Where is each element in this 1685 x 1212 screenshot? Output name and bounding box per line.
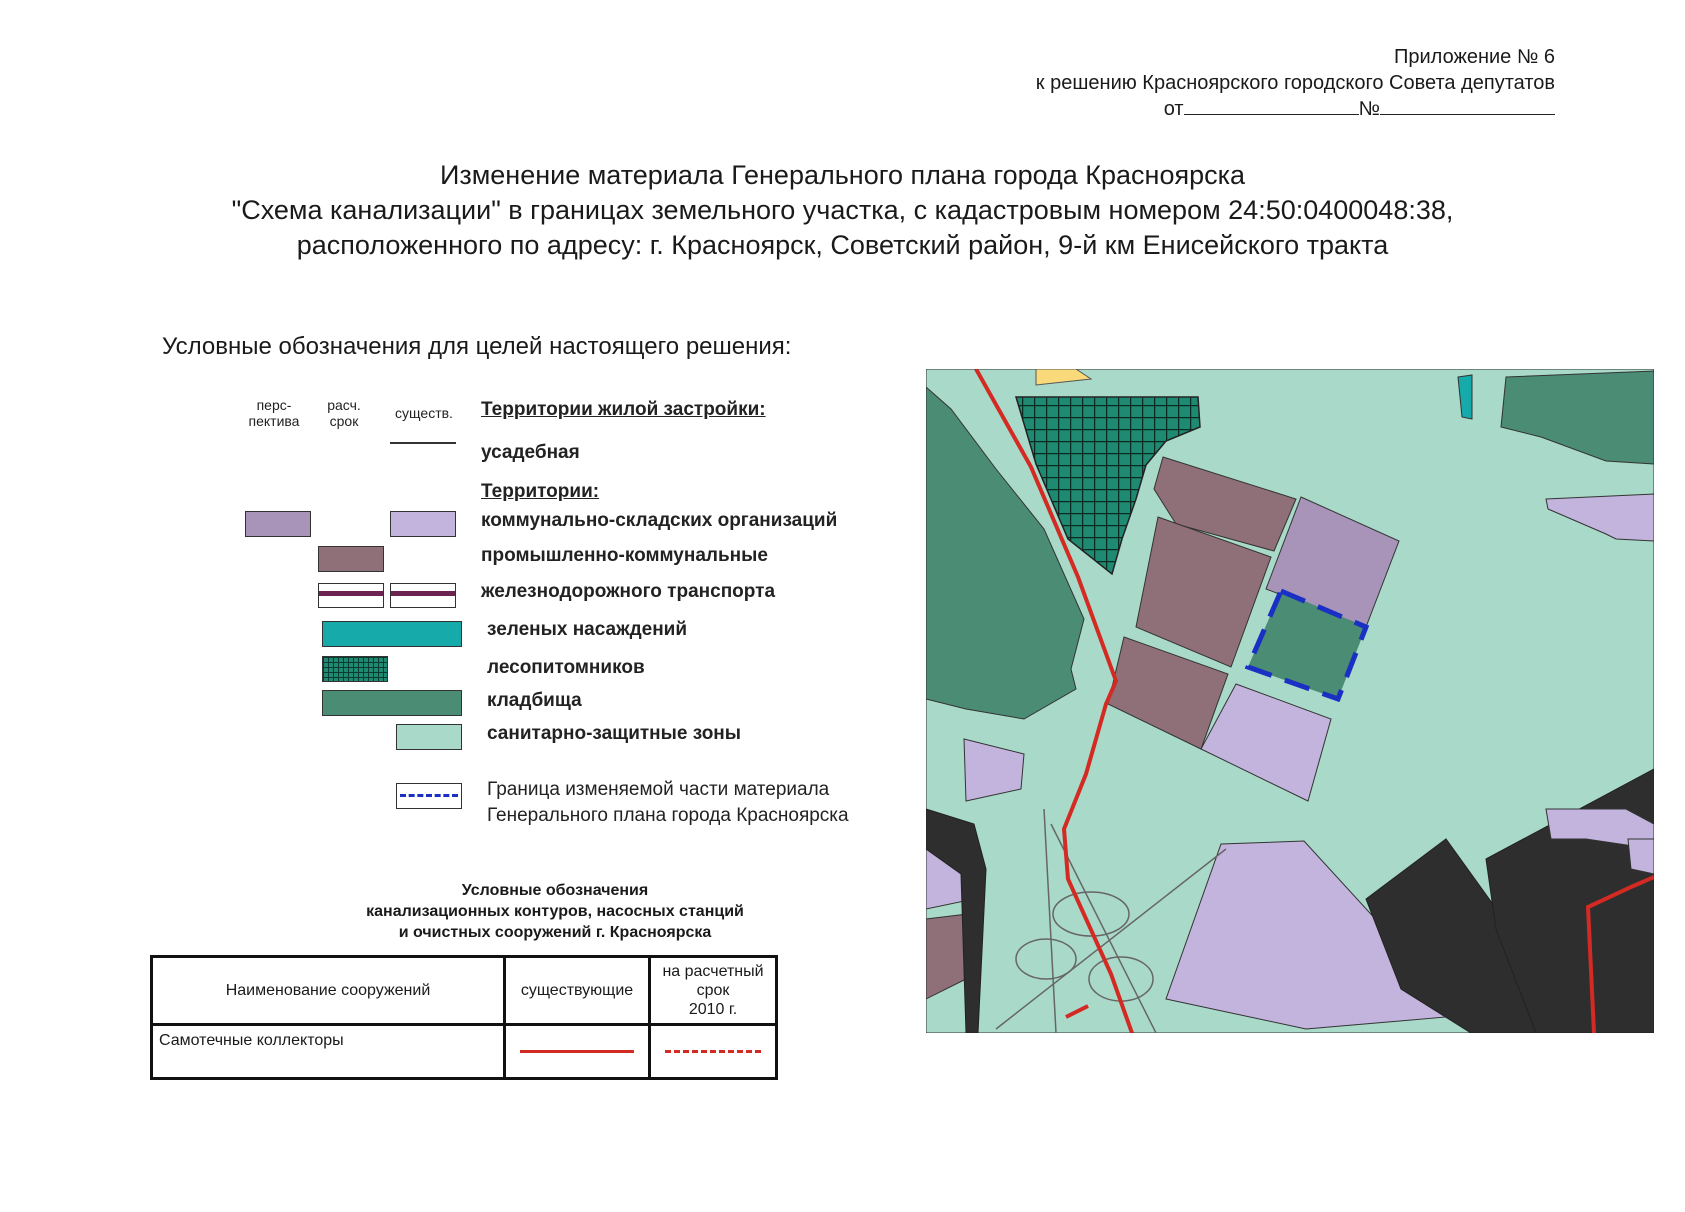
- number-label: №: [1358, 98, 1380, 120]
- swatch-nursery: [322, 656, 388, 682]
- appendix-decision: к решению Красноярского городского Совета депутатов: [1035, 72, 1555, 94]
- appendix-signature-line: [1036, 96, 1555, 122]
- swatch-estate: [390, 442, 456, 444]
- legend-label-industrial: промышленно-коммунальные: [481, 545, 768, 566]
- sewer-table-header-row: [152, 957, 777, 1025]
- legend-label-boundary: [487, 777, 849, 829]
- sewer-legend-table: [150, 955, 778, 1080]
- header-planned-line-3: 2010 г.: [688, 1001, 738, 1018]
- boundary-line-1: Граница изменяемой части материала: [487, 779, 830, 800]
- swatch-warehouse-existing: [390, 511, 456, 537]
- number-blank: [1380, 96, 1555, 115]
- date-blank: [1184, 96, 1359, 115]
- header-planned-line-1: на расчетный: [662, 963, 764, 980]
- title-line-1: Изменение материала Генерального плана города Красноярска: [439, 160, 1246, 190]
- swatch-cemetery: [322, 690, 462, 716]
- appendix-number: Приложение № 6: [1394, 46, 1555, 68]
- solid-sewer-line: [520, 1050, 634, 1053]
- header-planned-line-2: срок: [696, 982, 730, 999]
- warehouse-area-east3: [1628, 839, 1654, 874]
- swatch-sanitary-zone: [396, 724, 462, 750]
- row-planned-line: [650, 1025, 777, 1079]
- legend-heading: Условные обозначения для целей настоящего решения:: [162, 333, 792, 360]
- swatch-industrial: [318, 546, 384, 572]
- legend-label-railway: железнодорожного транспорта: [481, 581, 776, 602]
- swatch-green-spaces: [322, 621, 462, 647]
- legend-label-estate: усадебная: [481, 442, 580, 463]
- title-line-2: "Схема канализации" в границах земельного участка, с кадастровым номером 24:50:0400048:38,: [231, 195, 1454, 225]
- title-line-3: расположенного по адресу: г. Красноярск, Советский район, 9-й км Енисейского тракта: [296, 230, 1389, 260]
- header-name: Наименование сооружений: [152, 957, 505, 1025]
- sewer-caption-line-1: Условные обозначения: [461, 882, 649, 899]
- column-existing: существ.: [395, 405, 453, 421]
- header-planned: [650, 957, 777, 1025]
- sewer-legend-caption: [330, 880, 780, 943]
- table-row: [152, 1025, 777, 1079]
- from-label: от: [1163, 98, 1184, 120]
- swatch-railway-calc: [318, 583, 384, 608]
- swatch-boundary: [396, 783, 462, 809]
- appendix-header: [1036, 44, 1555, 122]
- column-perspective: перс-пектива: [248, 397, 300, 429]
- sewer-caption-line-2: канализационных контуров, насосных станций: [366, 903, 744, 920]
- swatch-warehouse-perspective: [245, 511, 311, 537]
- page-title: [0, 158, 1685, 263]
- header-existing: существующие: [505, 957, 650, 1025]
- site-map: [926, 369, 1654, 1033]
- residential-heading: Территории жилой застройки:: [481, 399, 766, 420]
- legend-label-green-spaces: зеленых насаждений: [487, 619, 688, 640]
- row-name: Самотечные коллекторы: [152, 1025, 505, 1079]
- legend-label-cemetery: кладбища: [487, 690, 582, 711]
- boundary-line-2: Генерального плана города Красноярска: [487, 805, 849, 826]
- legend-label-nursery: лесопитомников: [487, 657, 645, 678]
- swatch-railway-existing: [390, 583, 456, 608]
- legend-label-sanitary-zone: санитарно-защитные зоны: [487, 723, 742, 744]
- sewer-caption-line-3: и очистных сооружений г. Красноярска: [398, 924, 712, 941]
- row-existing-line: [505, 1025, 650, 1079]
- dashed-sewer-line: [665, 1050, 761, 1053]
- territories-heading: Территории:: [481, 481, 600, 502]
- column-calc-term: расч. срок: [327, 397, 361, 429]
- legend-label-warehouse: коммунально-складских организаций: [481, 510, 838, 531]
